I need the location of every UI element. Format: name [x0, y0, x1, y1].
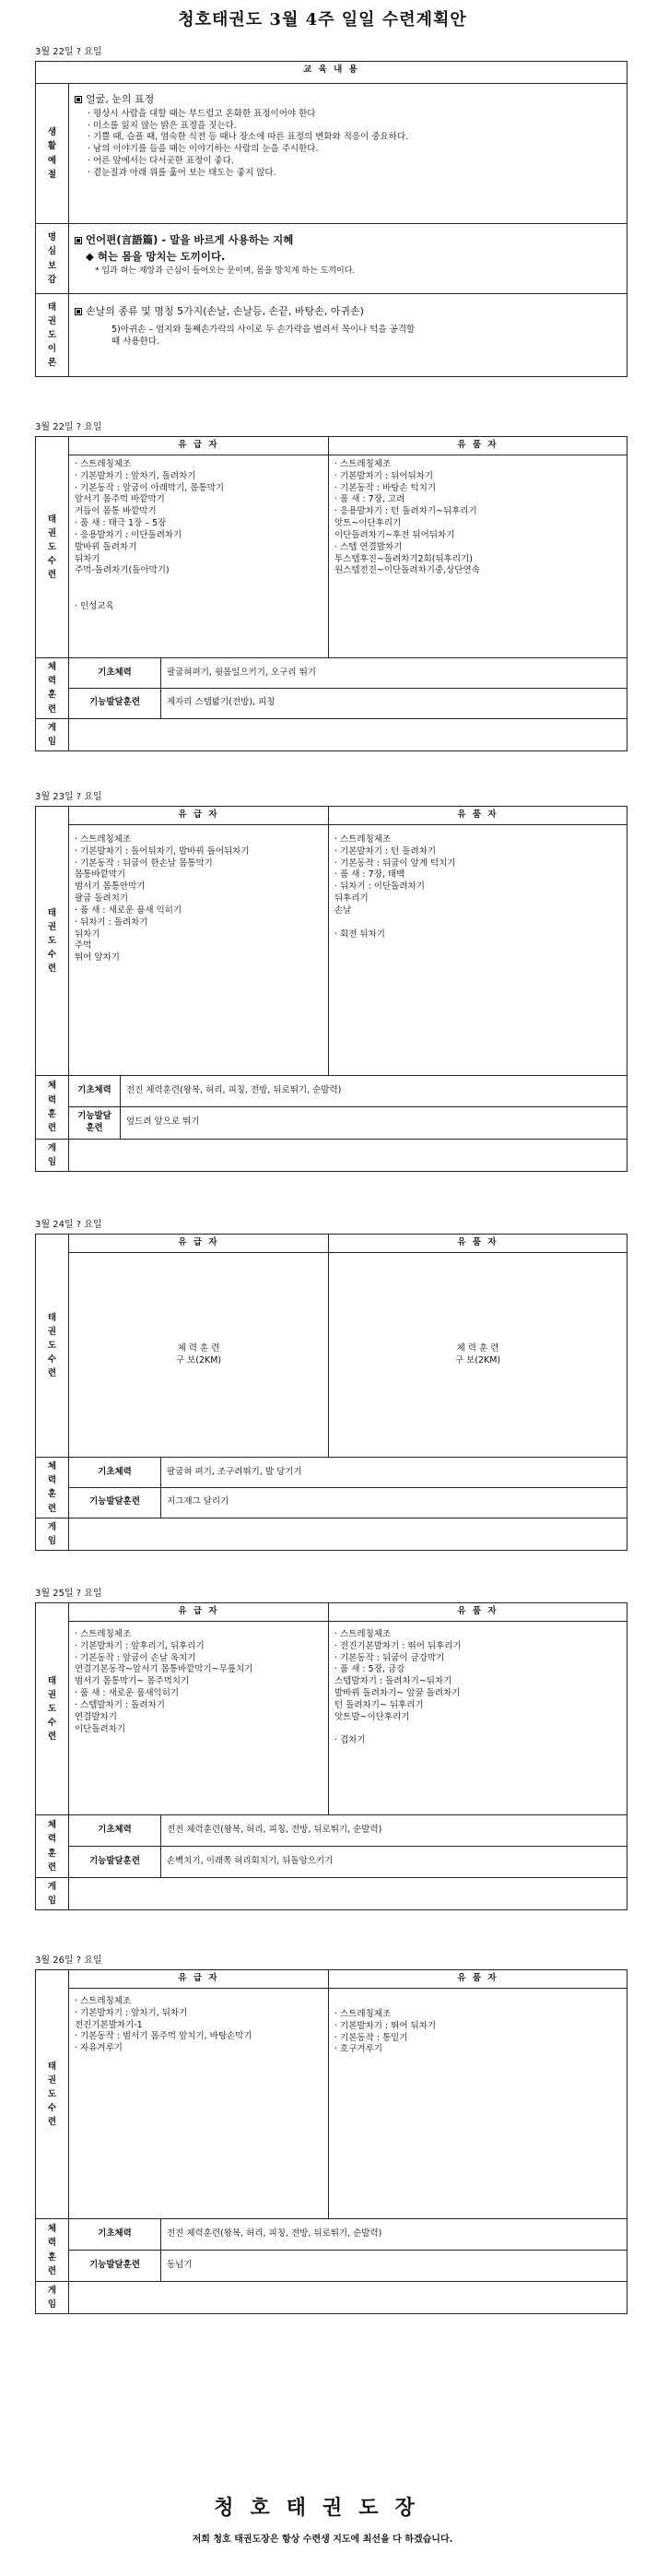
game-label: 게 임	[36, 1139, 69, 1171]
yu-head: 유 급 자	[69, 1235, 329, 1253]
checkbox-icon	[75, 237, 82, 244]
physical-training-label: 체 력 훈 련	[36, 1815, 69, 1878]
skill-training-label: 기능발달훈련	[69, 1107, 121, 1140]
basic-fitness-value: 팔굽혀 펴기, 조구려뛰기, 발 당기기	[161, 1458, 627, 1488]
physical-training-label: 체 력 훈 련	[36, 1076, 69, 1140]
education-table	[35, 61, 627, 377]
proverb-label: 명 심 보 감	[36, 224, 69, 294]
basic-fitness-label: 기초체력	[69, 1076, 121, 1107]
life-line: · 기쁠 때, 슬플 때, 엄숙한 식전 등 때나 장소에 따른 표정의 변화와 적응이 중요하다.	[88, 132, 409, 143]
yu-content: · 스트레칭체조 · 기본발차기 : 앞차기, 돌려차기 · 기본동작 : 앞굽이 아래막기, 몸통막기 앞서기 몸주먹 바깥막기 거듭이 몸통 바깥막기 · 품 새 : 태극 1장 – 5장 · 응용발차기 : 이단돌려차기 발바꿔 돌려차기 뒤차기 주먹-돌려차기(돌아막기) · 인성교육	[69, 455, 329, 658]
training-side-label: 태 권 도 수 련	[36, 1970, 69, 2219]
skill-training-value: 손뼉치기, 이래쪽 허리회치기, 뒤돌앙으키기	[161, 1847, 627, 1878]
physical-training-label: 체 력 훈 련	[36, 658, 69, 719]
dan-content: · 스트레칭체조 · 기본발차기 : 뛰어 뒤차기 · 기본동작 : 통밑기 · 호구겨루기	[329, 1989, 627, 2219]
life-line: · 평상시 사람을 대할 때는 부드럽고 온화한 표정이어야 한다	[88, 108, 316, 119]
training-side-label: 태 권 도 수 련	[36, 807, 69, 1076]
skill-training-label: 기능발달훈련	[69, 1847, 161, 1878]
dan-head: 유 품 자	[329, 1970, 627, 1989]
dan-head: 유 품 자	[329, 1235, 627, 1253]
physical-training-label: 체 력 훈 련	[36, 1458, 69, 1518]
life-etiquette-label: 생 활 예 절	[36, 84, 69, 224]
proverb-main: ◆ 혀는 몸을 망치는 도끼이다.	[86, 249, 226, 263]
game-value	[69, 2282, 627, 2314]
life-title: 얼굴, 눈의 표정	[86, 93, 155, 105]
date-day2: 3월 23일 ? 요일	[35, 792, 102, 802]
game-value	[69, 1139, 627, 1171]
date-day3: 3월 24일 ? 요일	[35, 1220, 102, 1230]
page-title: 청호태권도 3월 4주 일일 수련계획안	[178, 10, 467, 30]
tkd-theory-label: 태 권 도 이 론	[36, 294, 69, 377]
date-day5: 3월 26일 ? 요일	[35, 1956, 102, 1966]
tkd-theory-content	[69, 294, 627, 377]
date-day1: 3월 22일 ? 요일	[35, 47, 102, 57]
game-label: 게 임	[36, 1518, 69, 1550]
game-label: 게 임	[36, 2282, 69, 2314]
skill-training-value: 제자리 스텝밟기(전방), 피칭	[161, 688, 627, 718]
life-line: · 어른 앞에서는 다서곳한 표정이 좋다.	[88, 156, 234, 167]
basic-fitness-value: 전진 체력훈련(왕복, 허리, 피칭, 전방, 뒤로뛰기, 순발력)	[161, 1815, 627, 1847]
footer-name: 청호태권도장	[214, 2496, 431, 2520]
dan-content: · 스트레칭체조 · 기본발차기 : 턴 돌려차기 · 기본동작 : 뒤굽이 앞계 턱치기 · 품 새 : 7장, 태백 · 뒤차기 : 이단돌려차기 뒤후리기 손날 · 회전 뒤차기	[329, 825, 627, 1076]
education-header: 교 육 내 용	[36, 62, 627, 84]
life-line: · 미소를 잃지 않는 밝은 표정을 짓는다.	[88, 120, 237, 131]
checkbox-icon	[75, 308, 82, 315]
dan-content: · 스트레칭체조 · 전진기본발차기 : 뛰어 뒤후리기 · 기본동작 : 뒤굽이 금강막기 · 품 새 : 5장, 금강 스텝발차기 : 돌려차기~뒤차기 발바꿔 돌려차기~ 앞꿀 돌려차기 턴 돌려차기~ 뒤후리기 앗트발~이단후리기 · 겹차기	[329, 1622, 627, 1815]
training-side-label: 태 권 도 수 련	[36, 1235, 69, 1458]
basic-fitness-value: 팔굽혀펴기, 윗몸일으키기, 오구리 뛰기	[161, 658, 627, 689]
training-side-label: 태 권 도 수 련	[36, 1603, 69, 1815]
skill-training-value: 엎드려 앞으로 뛰기	[121, 1107, 627, 1140]
training-table-day4	[35, 1602, 627, 1910]
tkd-title: 손날의 종류 및 명칭 5가지(손날, 손날등, 손끝, 바탕손, 아귀손)	[86, 305, 364, 317]
skill-training-label: 기능발달훈련	[69, 688, 161, 718]
yu-head: 유 급 자	[69, 807, 329, 825]
dan-head: 유 품 자	[329, 1603, 627, 1622]
date-day1b: 3월 22일 ? 요일	[35, 422, 102, 432]
game-value	[69, 1518, 627, 1550]
skill-training-value: 동넘기	[161, 2251, 627, 2282]
life-line: · 곁눈질과 아래 위를 훑어 보는 태도는 좋지 않다.	[88, 167, 276, 178]
proverb-content	[69, 224, 627, 294]
basic-fitness-value: 전진 체력훈련(왕복, 허리, 피칭, 전방, 뒤로뛰기, 순발력)	[161, 2219, 627, 2251]
basic-fitness-label: 기초체력	[69, 1815, 161, 1847]
tkd-body: 5)아귀손 – 엄지와 둘째손가락의 사이로 두 손가락을 벌려서 목이나 턱을 공격할 때 사용한다.	[111, 324, 416, 347]
skill-training-label: 기능발달훈련	[69, 2251, 161, 2282]
skill-training-label: 기능발달훈련	[69, 1487, 161, 1518]
game-label: 게 임	[36, 1878, 69, 1910]
yu-content: 체 력 훈 련 구 보(2KM)	[69, 1253, 329, 1458]
game-label: 게 임	[36, 718, 69, 750]
proverb-note: * 입과 혀는 재앙과 근심이 들어오는 문이며, 몸을 망치게 하는 도끼이다.	[95, 266, 356, 277]
life-etiquette-content	[69, 84, 627, 224]
yu-content: · 스트레칭체조 · 기본발차기 : 앞후리기, 뒤후리기 · 기본동작 : 앞굽이 손날 옥치기 연결기본동작~앞서기 몸통바깥막기~무릎치기 범서기 몸통막기~ 몸주먹치기 · 품 새 : 새로운 품새익히기 · 스텝발차기 : 돌려차기 연결발차기 이단돌려차기	[69, 1622, 329, 1815]
proverb-title: 언어편(言語篇) - 말을 바르게 사용하는 지혜	[86, 233, 294, 246]
skill-training-value: 지그재그 달리기	[161, 1487, 627, 1518]
yu-content: · 스트레칭체조 · 기본발차기 : 돌어뒤차기, 발바꿔 돌어뒤차기 · 기본동작 : 뒤굽이 한손날 몸통막기 몸통바깥막기 범서기 몸통안막기 팔굽 돌려치기 · 품 새 : 새로운 품새 익히기 · 뒤차기 : 돌려차기 뒤차기 주먹 뛰어 앞차기	[69, 825, 329, 1076]
yu-head: 유 급 자	[69, 1603, 329, 1622]
basic-fitness-value: 전진 체력훈련(왕복, 허리, 피칭, 전방, 뒤로뛰기, 순발력)	[121, 1076, 627, 1107]
dan-head: 유 품 자	[329, 437, 627, 455]
life-line: · 남의 이야기를 들을 때는 이야기하는 사람의 눈을 주시한다.	[88, 144, 319, 155]
training-table-day1	[35, 436, 627, 751]
training-table-day2	[35, 806, 627, 1172]
yu-content: · 스트레칭체조 · 기본발차기 : 앞차기, 뒤차기 전진기본발차기-1 · 기본동작 : 범서기 몸주먹 앞치기, 바탕손막기 · 자유겨루기	[69, 1989, 329, 2219]
dan-head: 유 품 자	[329, 807, 627, 825]
training-table-day5	[35, 1969, 627, 2314]
yu-head: 유 급 자	[69, 437, 329, 455]
basic-fitness-label: 기초체력	[69, 658, 161, 689]
physical-training-label: 체 력 훈 련	[36, 2219, 69, 2282]
date-day4: 3월 25일 ? 요일	[35, 1589, 102, 1599]
yu-head: 유 급 자	[69, 1970, 329, 1989]
footer-subtitle: 저희 청호 태권도장은 항상 수련생 지도에 최선을 다 하겠습니다.	[192, 2535, 453, 2545]
basic-fitness-label: 기초체력	[69, 2219, 161, 2251]
dan-content: 체 력 훈 련 구 보(2KM)	[329, 1253, 627, 1458]
training-side-label: 태 권 도 수 련	[36, 437, 69, 658]
dan-content: · 스트레칭체조 · 기본발차기 : 뒤어뒤차기 · 기본동작 : 바탕손 턱치기 · 품 새 : 7장, 고려 · 응용발차기 : 턴 돌려차기~뒤후리기 앗트~이단후리기 이단돌려차기~후전 뒤어뒤차기 · 스텝 연결발차기 투스텝후진~돌려차기2회(뒤후리기) 원스텝전진~이단돌려차기중,상단연속	[329, 455, 627, 658]
basic-fitness-label: 기초체력	[69, 1458, 161, 1488]
game-value	[69, 718, 627, 750]
checkbox-icon	[75, 96, 82, 103]
training-table-day3	[35, 1234, 627, 1551]
game-value	[69, 1878, 627, 1910]
